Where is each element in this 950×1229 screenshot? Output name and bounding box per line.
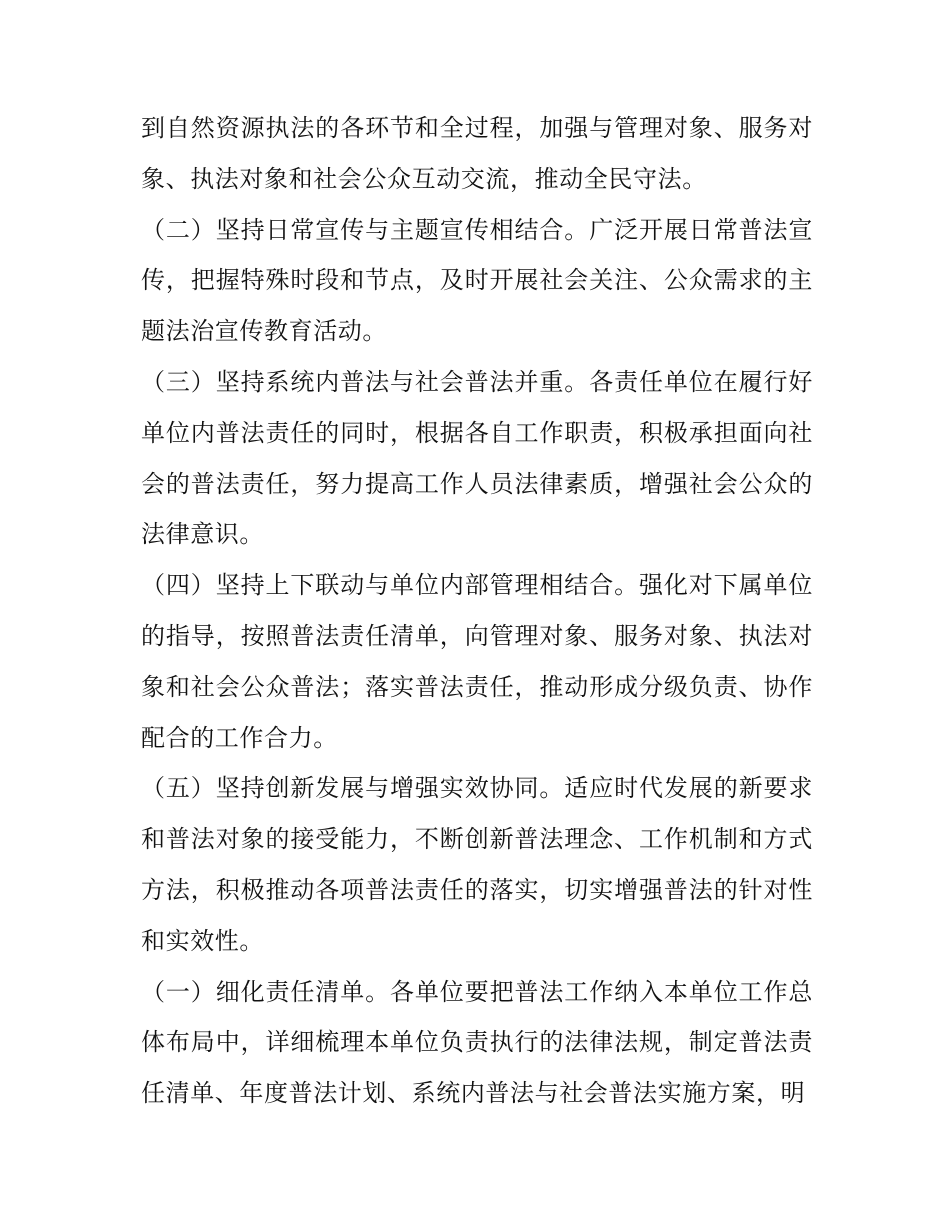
paragraph-6: （一）细化责任清单。各单位要把普法工作纳入本单位工作总体布局中，详细梳理本单位负责执行的法律法规，制定普法责任清单、年度普法计划、系统内普法与社会普法实施方案，明 bbox=[141, 977, 813, 1108]
paragraph-2: （二）坚持日常宣传与主题宣传相结合。广泛开展日常普法宣传，把握特殊时段和节点，及时开展社会关注、公众需求的主题法治宣传教育活动。 bbox=[141, 215, 813, 346]
paragraph-1: 到自然资源执法的各环节和全过程，加强与管理对象、服务对象、执法对象和社会公众互动交流，推动全民守法。 bbox=[141, 114, 813, 193]
paragraph-4: （四）坚持上下联动与单位内部管理相结合。强化对下属单位的指导，按照普法责任清单，向管理对象、服务对象、执法对象和社会公众普法；落实普法责任，推动形成分级负责、协作配合的工作合力。 bbox=[141, 571, 813, 752]
document-body bbox=[141, 103, 813, 1119]
paragraph-3: （三）坚持系统内普法与社会普法并重。各责任单位在履行好单位内普法责任的同时，根据各自工作职责，积极承担面向社会的普法责任，努力提高工作人员法律素质，增强社会公众的法律意识。 bbox=[141, 367, 813, 549]
paragraph-5: （五）坚持创新发展与增强实效协同。适应时代发展的新要求和普法对象的接受能力，不断创新普法理念、工作机制和方式方法，积极推动各项普法责任的落实，切实增强普法的针对性和实效性。 bbox=[141, 774, 813, 955]
